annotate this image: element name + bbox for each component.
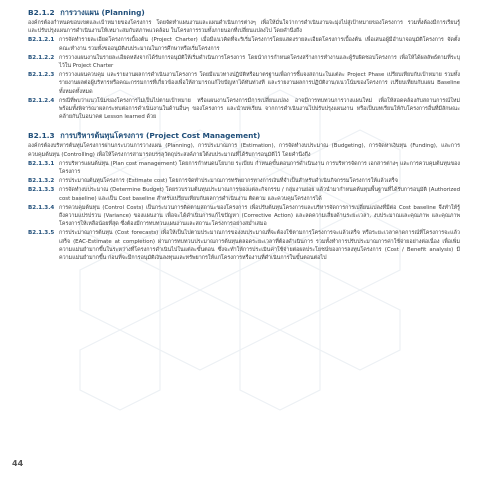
section-intro: องค์กรต้องบริหารต้นทุนโครงการผ่านกระบวนการวางแผน (Planning), การประมาณการ (Estimation), การจัดทำงบประมาณ (Budgeting), การจัดหาเงินทุน (Funding), และการควบคุมต้นทุน (Controlling) เพื่อให้โครงการสามารถบรรลุวัตถุประสงค์ภายใต้งบประมาณที่ได้รับการอนุมัติไว้ โดยคำนึงถึง bbox=[28, 143, 460, 158]
list-item bbox=[28, 204, 460, 229]
item-text: การวางแผนควบคุม และรายงานผลการดำเนินงานโครงการ โดยมีแนวทางปฏิบัติหรือมาตรฐานเพื่อการชี้แจงสถานะในแต่ละ Project Phase เปรียบเทียบกับเป้าหมาย รวมทั้งรายงานผลต่อผู้บริหารหรือคณะกรรมการที่เกี่ยวข้องเพื่อให้สามารถแก้ไขปัญหาได้ทันท่วงที และรายงานผลการปฏิบัติงาน/แนวโน้มของโครงการ เปรียบเทียบกับแผน Baseline ทั้งหมดทั้งหมด bbox=[59, 72, 460, 95]
list-item bbox=[28, 186, 460, 202]
list-item bbox=[28, 54, 460, 70]
list-item bbox=[28, 177, 460, 185]
item-code: B2.1.2.2 bbox=[28, 54, 55, 61]
item-code: B2.1.2.3 bbox=[28, 72, 55, 79]
section-heading-planning bbox=[28, 8, 460, 18]
item-text: การประมาณการต้นทุน (Cost forecasts) เพื่อให้เป็นไปตามประมาณการของงบประมาณที่จะต้องใช้ตามการโครงการจะแล้วเสร็จ หรือระยะเวลาคาดการณ์ที่โครงการจะแล้วเสร็จ (EAC-Estimate at completion) ผ่านการทบทวนประมาณการต้นทุนตลอดระยะเวลาที่ต้องดำเนินการ รวมทั้งทำการปรับประมาณการค่าใช้จ่ายอย่างต่อเนื่อง เพื่อเพิ่มความแม่นยำมากขึ้นในระหว่างที่โครงการดำเนินไปในแต่ละขั้นตอน ซึ่งจะทำให้การประเมินค่าใช้จ่ายต่อผลประโยชน์ของการลงทุนโครงการ (Cost / Benefit analysis) มีความแม่นยำมากขึ้น ก่อนที่จะมีการอนุมัติเงินลงทุนและทรัพยากรให้แก่โครงการหรืองานที่ดำเนินการในขั้นตอนต่อไป bbox=[59, 230, 460, 262]
list-item bbox=[28, 36, 460, 52]
item-code: B2.1.3.3 bbox=[28, 187, 55, 194]
item-code: B2.1.2.1 bbox=[28, 37, 55, 44]
section-heading-cost-management bbox=[28, 131, 460, 141]
list-item bbox=[28, 229, 460, 262]
list-item bbox=[28, 71, 460, 96]
section-number: B2.1.3 bbox=[28, 131, 55, 141]
item-text: การประมาณต้นทุนโครงการ (Estimate cost) โดยการจัดทำประมาณการทรัพยากรทางการเงินที่จำเป็นสำหรับดำเนินกิจกรรมโครงการให้แล้วเสร็จ bbox=[59, 178, 398, 185]
item-text: กรณีที่พบว่าแนวโน้มของโครงการไม่เป็นไปตามเป้าหมาย หรือแผนงานโครงการมีการเปลี่ยนแปลง อาจมีการทบทวนการวางแผนใหม่ เพื่อให้สอดคล้องกับสถานการณ์ใหม่ พร้อมทั้งพิจารณาผลกระทบต่อการดำเนินงานในด้านอื่นๆ ของโครงการ และนำบทเรียน จากการดำเนินงานไปปรับปรุงแผนงาน หรือเป็นบทเรียนให้กับโครงการอื่นที่มีลักษณะคล้ายกันในอนาคต Lesson learned ด้วย bbox=[59, 97, 460, 121]
item-text: การควบคุมต้นทุน (Control Costs) เป็นกระบวนการติดตามสถานะของโครงการ เพื่อปรับต้นทุนโครงการและบริหารจัดการการเปลี่ยนแปลงที่มีต่อ Cost baseline จึงทำให้รู้ถึงความแปรปรวน (Variance) ของแผนงาน เพื่อจะได้ดำเนินการแก้ไขปัญหา (Corrective Action) และลดความเสี่ยงด้านระยะเวลา, งบประมาณและคุณภาพ และคุณภาพโครงการให้เหลือน้อยที่สุด ซึ่งต้องมีการทบทวนแผนงานและสถานะโครงการอย่างสม่ำเสมอ bbox=[59, 204, 460, 228]
page-number: 44 bbox=[12, 459, 24, 468]
item-code: B2.1.3.1 bbox=[28, 160, 55, 167]
section-title: การบริหารต้นทุนโครงการ (Project Cost Management) bbox=[60, 131, 261, 141]
item-text: การจัดทำรายละเอียดโครงการเบื้องต้น (Project Charter) เมื่อมีแนวคิดที่จะริเริ่มโครงการโดยแสดงรายละเอียดโครงการเบื้องต้น เพื่อเสนอผู้มีอำนาจอนุมัติโครงการ จัดตั้งคณะทำงาน รวมทั้งขออนุมัติงบประมาณในการศึกษาหรือเริ่มโครงการ bbox=[59, 37, 460, 52]
section-title: การวางแผน (Planning) bbox=[60, 8, 145, 17]
section-spacer bbox=[28, 121, 460, 131]
list-item bbox=[28, 160, 460, 176]
section-intro: องค์กรต้องกำหนดขอบเขตและเป้าหมายของโครงการ โดยจัดทำแผนงานและแผนดำเนินการต่างๆ เพื่อให้มั่นใจว่าการดำเนินงานจะมุ่งไปสู่เป้าหมายของโครงการ รวมทั้งต้องมีการเรียนรู้และปรับปรุงแผนการดำเนินงานให้เหมาะสมกับสภาพแวดล้อม ในโครงการรวมทั้งภายนอกที่เปลี่ยนแปลงไป โดยคำนึงถึง bbox=[28, 20, 460, 35]
section-number: B2.1.2 bbox=[28, 8, 55, 17]
list-item bbox=[28, 97, 460, 122]
item-code: B2.1.3.2 bbox=[28, 178, 55, 185]
item-text: การจัดทำงบประมาณ (Determine Budget) โดยรวบรวมต้นทุนประมาณการของแต่ละกิจกรรม / กลุ่มงานย่อย แล้วนำมากำหนดต้นทุนพื้นฐานที่ได้รับการอนุมัติ (Authorized cost baseline) และเป็น Cost baseline สำหรับเปรียบเทียบกับผลการดำเนินงาน ติดตาม และควบคุมโครงการได้ bbox=[59, 187, 460, 202]
item-text: การบริหารแผนต้นทุน (Plan cost management) โดยการกำหนดนโยบาย ระเบียบ กำหนดขั้นตอนการดำเนินงาน การบริหารจัดการ เอกสารต่างๆ และการควบคุมต้นทุนของโครงการ bbox=[59, 160, 460, 176]
page-content bbox=[28, 8, 460, 262]
item-code: B2.1.3.5 bbox=[28, 230, 55, 237]
item-text: การวางแผนงานในรายละเอียดหลังจากได้รับการอนุมัติให้เริ่มดำเนินการโครงการ โดยนำการกำหนดโครงสร้างการทำงานและผู้รับผิดชอบโครงการ เพื่อให้ได้ผลลัพธ์ตามที่ระบุไว้ใน Project Charter bbox=[59, 54, 460, 70]
item-code: B2.1.2.4 bbox=[28, 97, 55, 104]
item-code: B2.1.3.4 bbox=[28, 204, 55, 211]
